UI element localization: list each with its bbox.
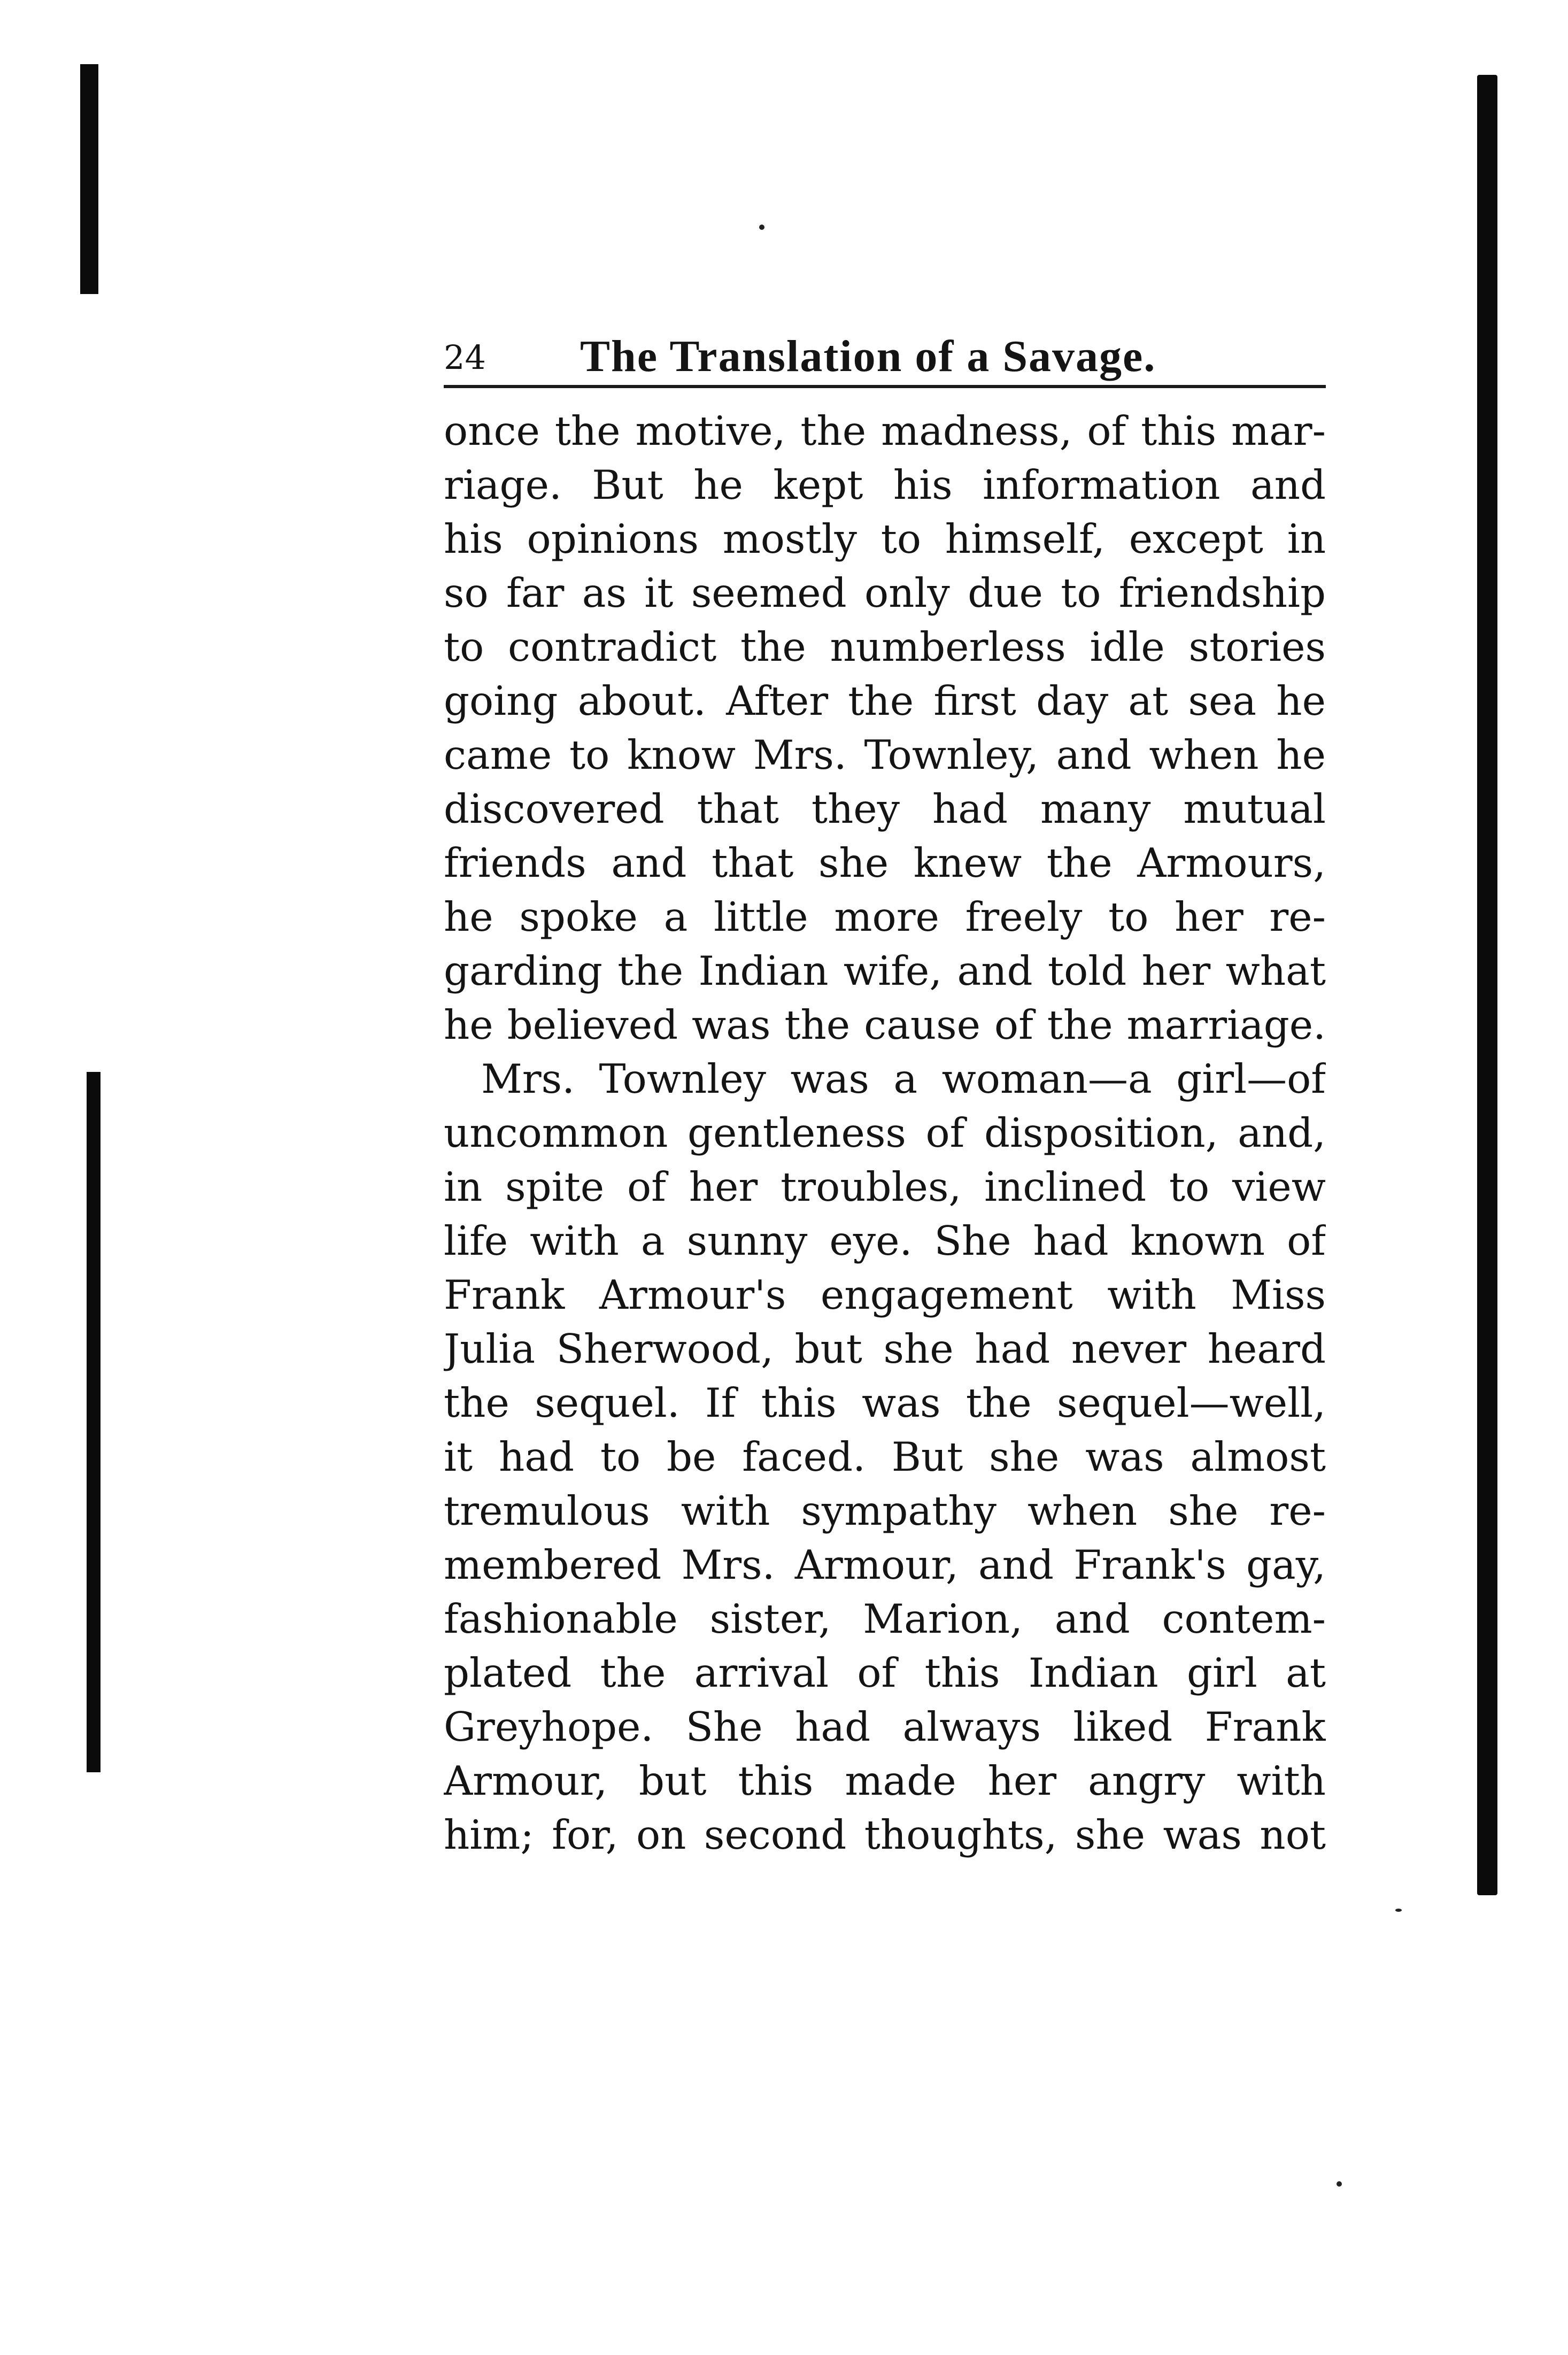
text-line: in spite of her troubles, inclined to view <box>444 1163 1326 1210</box>
text-line: his opinions mostly to himself, except in <box>444 515 1326 562</box>
text-line: discovered that they had many mutual <box>444 785 1326 832</box>
text-line: the sequel. If this was the sequel—well, <box>444 1379 1326 1426</box>
running-head <box>444 326 1326 388</box>
text-line: fashionable sister, Marion, and contem- <box>444 1595 1326 1642</box>
text-line: Greyhope. She had always liked Frank <box>444 1703 1326 1750</box>
text-line: membered Mrs. Armour, and Frank's gay, <box>444 1541 1326 1588</box>
page-edge-shadow-left-middle <box>87 1072 101 1772</box>
scan-speck <box>1395 1909 1402 1912</box>
text-line: to contradict the numberless idle stories <box>444 623 1326 670</box>
text-line: friends and that she knew the Armours, <box>444 839 1326 886</box>
text-line: it had to be faced. But she was almost <box>444 1433 1326 1480</box>
text-line: going about. After the first day at sea he <box>444 677 1326 724</box>
text-line: so far as it seemed only due to friendship <box>444 569 1326 616</box>
page-number: 24 <box>444 338 486 377</box>
text-line: riage. But he kept his information and <box>444 461 1326 508</box>
scan-speck <box>759 225 764 230</box>
text-line: he believed was the cause of the marriage. <box>444 1001 1326 1048</box>
text-line: once the motive, the madness, of this mar- <box>444 407 1326 454</box>
text-line: uncommon gentleness of disposition, and, <box>444 1109 1326 1156</box>
text-line: garding the Indian wife, and told her what <box>444 947 1326 994</box>
text-line: him; for, on second thoughts, she was not <box>444 1811 1326 1858</box>
text-line: he spoke a little more freely to her re- <box>444 893 1326 940</box>
scan-speck <box>1337 2181 1342 2187</box>
running-title: The Translation of a Savage. <box>580 331 1156 381</box>
text-line: Armour, but this made her angry with <box>444 1757 1326 1804</box>
text-line: tremulous with sympathy when she re- <box>444 1487 1326 1534</box>
book-page <box>444 326 1326 1862</box>
text-line: Mrs. Townley was a woman—a girl—of <box>481 1055 1326 1102</box>
page-edge-shadow-right <box>1477 75 1497 1895</box>
text-line: Frank Armour's engagement with Miss <box>444 1271 1326 1318</box>
page-edge-shadow-left <box>80 64 98 294</box>
body-text <box>444 404 1326 1862</box>
text-line: life with a sunny eye. She had known of <box>444 1217 1326 1264</box>
text-line: Julia Sherwood, but she had never heard <box>444 1325 1326 1372</box>
text-line: plated the arrival of this Indian girl at <box>444 1649 1326 1696</box>
text-line: came to know Mrs. Townley, and when he <box>444 731 1326 778</box>
